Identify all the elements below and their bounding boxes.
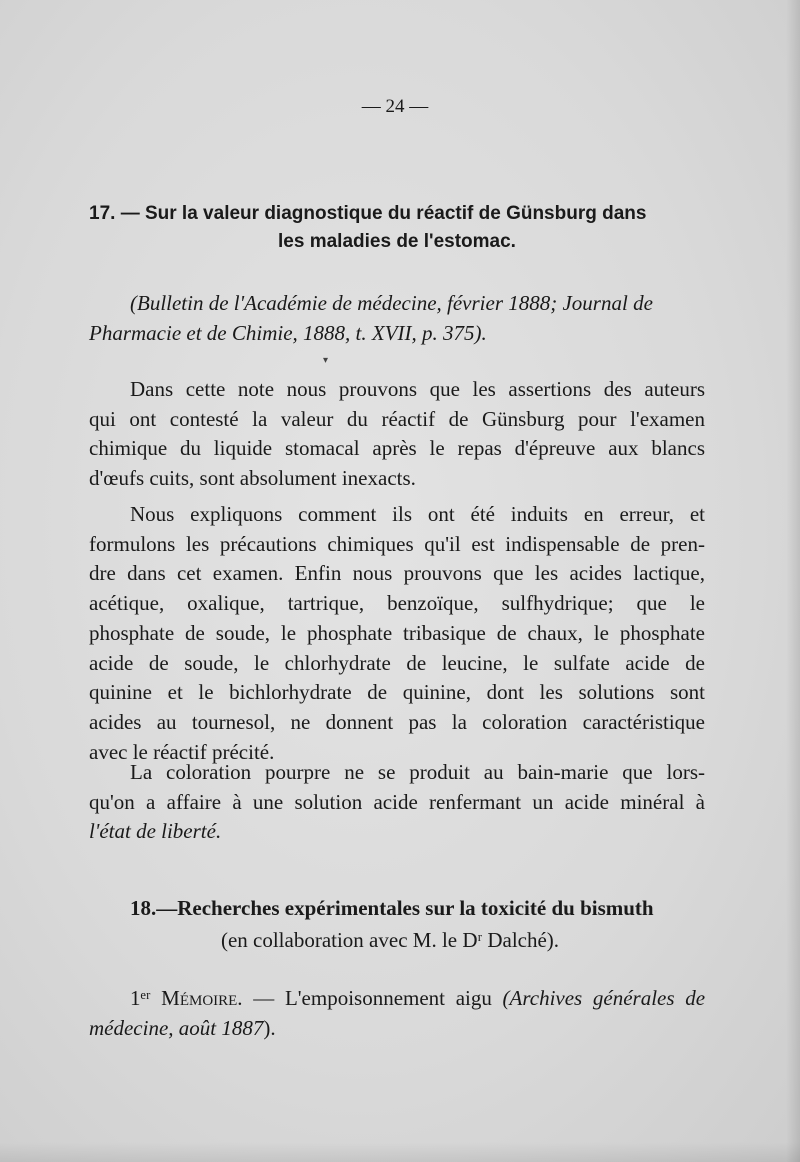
entry-17-paragraph-2 — [89, 500, 705, 767]
paragraph-line: Nous expliquons comment ils ont été induits en erreur, et — [130, 502, 705, 526]
entry-18-heading — [130, 893, 720, 923]
paragraph-line: qui ont contesté la valeur du réactif de Günsburg pour l'examen — [89, 406, 705, 431]
memoir-close: ). — [263, 1016, 276, 1040]
entry-18-dash: — — [156, 896, 178, 920]
paragraph-line: chimique du liquide stomacal après le repas d'épreuve aux blancs — [89, 436, 705, 461]
entry-17-title-line-1: Sur la valeur diagnostique du réactif de Günsburg dans — [144, 203, 647, 224]
paragraph-line-italic: l'état de liberté. — [89, 819, 222, 844]
entry-18-title: Recherches expérimentales sur la toxicité du bismuth — [177, 896, 654, 920]
entry-17-source-line-1: (Bulletin de l'Académie de médecine, février 1888; Journal de — [130, 291, 653, 315]
entry-18-collaboration: (en collaboration avec M. le Dʳ Dalché). — [220, 928, 560, 952]
entry-17-number: 17. — [89, 203, 116, 224]
paragraph-line: quinine et le bichlorhydrate de quinine, dont les solutions sont — [89, 680, 705, 705]
entry-17-heading-line-1 — [89, 200, 705, 228]
entry-18-memoir — [89, 983, 705, 1043]
paragraph-line: d'œufs cuits, sont absolument inexacts. — [89, 466, 416, 491]
entry-17-dash: — — [120, 203, 140, 224]
memoir-label: Mémoire. — [161, 986, 243, 1010]
paragraph-line: avec le réactif précité. — [89, 739, 275, 764]
paragraph-line: acides au tournesol, ne donnent pas la coloration caractéristique — [89, 709, 705, 734]
paragraph-line: qu'on a affaire à une solution acide renfermant un acide minéral à — [89, 789, 705, 814]
paragraph-line: formulons les précautions chimiques qu'il est indispensable de pren- — [89, 531, 705, 556]
memoir-line-2 — [89, 1013, 705, 1043]
entry-17-source-line-2: Pharmacie et de Chimie, 1888, t. XVII, p. 375). — [89, 321, 487, 345]
paragraph-line: La coloration pourpre ne se produit au bain-marie que lors- — [130, 760, 705, 784]
paragraph-line: Dans cette note nous prouvons que les assertions des auteurs — [130, 377, 705, 401]
page-number: — 24 — — [361, 96, 429, 117]
entry-17-title-line-2: les maladies de l'estomac. — [278, 231, 516, 252]
entry-17-paragraph-3 — [89, 758, 705, 847]
paragraph-line: phosphate de soude, le phosphate tribasique de chaux, le phosphate — [89, 620, 705, 645]
entry-17-source — [89, 288, 705, 348]
memoir-source-2: médecine, août 1887 — [89, 1016, 264, 1040]
entry-17-heading — [89, 200, 705, 256]
memoir-source-1: (Archives générales de — [502, 986, 706, 1010]
memoir-dash: — — [253, 986, 275, 1010]
separator-mark: ▾ — [323, 355, 329, 366]
page-shadow-right — [786, 0, 800, 1162]
paragraph-line: acétique, oxalique, tartrique, benzoïque, sulfhydrique; que le — [89, 591, 705, 616]
memoir-title: L'empoisonnement aigu — [284, 986, 492, 1010]
memoir-line-1 — [89, 983, 705, 1013]
paragraph-line: dre dans cet examen. Enfin nous prouvons que les acides lactique, — [89, 561, 705, 586]
entry-18-number: 18. — [130, 896, 157, 920]
paragraph-line: acide de soude, le chlorhydrate de leucine, le sulfate acide de — [89, 650, 705, 675]
memoir-ordinal: 1ᵉʳ — [130, 986, 151, 1010]
page-shadow-bottom — [0, 1142, 800, 1162]
entry-17-paragraph-1 — [89, 375, 705, 494]
